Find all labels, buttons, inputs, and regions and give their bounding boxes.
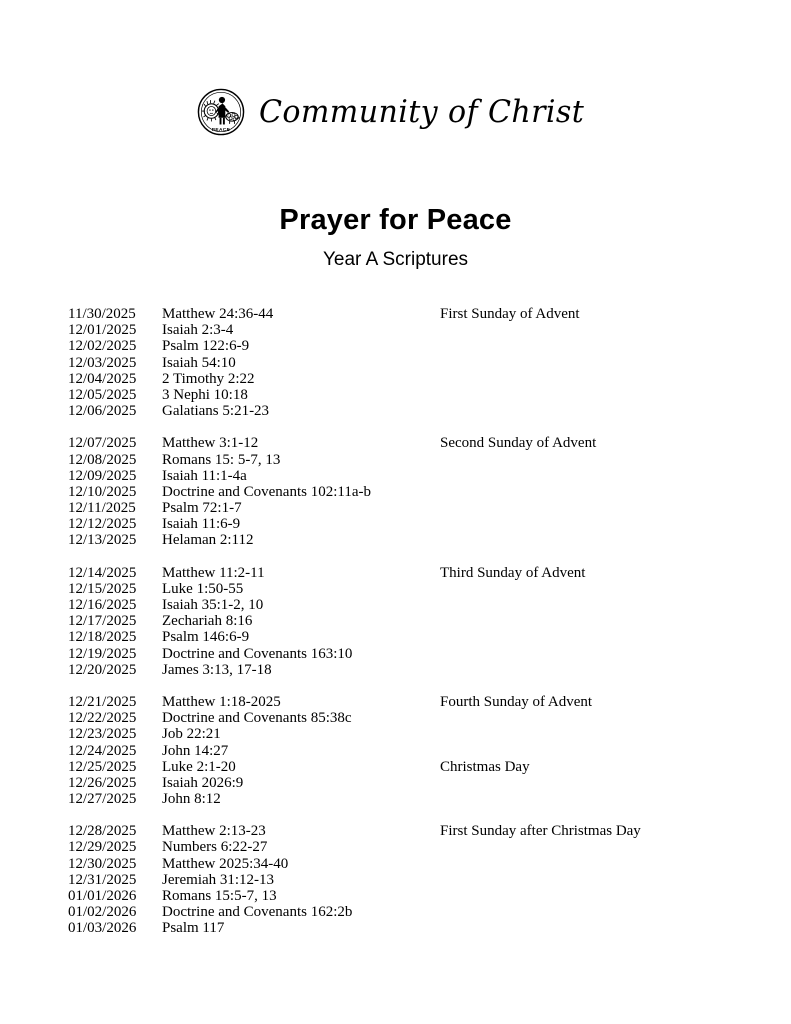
row-scripture: Job 22:21 — [162, 726, 221, 743]
row-scripture: Isaiah 35:1-2, 10 — [162, 597, 264, 613]
schedule-row — [68, 823, 728, 839]
row-date: 12/25/2025 — [68, 758, 137, 775]
row-date: 12/14/2025 — [68, 564, 137, 581]
row-date: 01/02/2026 — [68, 904, 137, 921]
schedule-row — [68, 452, 728, 468]
row-date: 12/30/2025 — [68, 855, 137, 872]
row-date: 12/19/2025 — [68, 645, 137, 662]
peace-seal-icon — [197, 88, 245, 136]
row-scripture: John 14:27 — [162, 742, 229, 759]
row-date: 12/04/2025 — [68, 370, 137, 387]
schedule-row — [68, 484, 728, 500]
row-scripture: Psalm 122:6-9 — [162, 338, 250, 355]
row-scripture: Isaiah 11:1-4a — [162, 467, 247, 484]
row-scripture: Zechariah 8:16 — [162, 613, 253, 630]
row-scripture: Romans 15: 5-7, 13 — [162, 451, 281, 468]
schedule-row — [68, 532, 728, 548]
row-date: 12/28/2025 — [68, 823, 137, 840]
schedule-row — [68, 468, 728, 484]
schedule-row — [68, 710, 728, 726]
community-of-christ-wordmark: Community of Christ — [258, 93, 585, 130]
row-date: 12/01/2025 — [68, 322, 137, 339]
schedule-group — [68, 823, 728, 936]
row-date: 12/05/2025 — [68, 386, 137, 403]
row-date: 12/02/2025 — [68, 338, 137, 355]
row-scripture: Matthew 1:18-2025 — [162, 693, 281, 710]
row-observance: Fourth Sunday of Advent — [440, 693, 593, 710]
schedule-row — [68, 403, 728, 419]
schedule-row — [68, 888, 728, 904]
row-date: 12/08/2025 — [68, 451, 137, 468]
row-date: 12/23/2025 — [68, 726, 137, 743]
row-scripture: John 8:12 — [162, 791, 221, 808]
row-scripture: 3 Nephi 10:18 — [162, 386, 248, 403]
row-scripture: Matthew 2025:34-40 — [162, 855, 289, 872]
schedule-row — [68, 726, 728, 742]
schedule-row — [68, 694, 728, 710]
schedule-row — [68, 371, 728, 387]
row-date: 01/01/2026 — [68, 888, 137, 904]
row-scripture: Matthew 24:36-44 — [162, 306, 274, 322]
row-scripture: Jeremiah 31:12-13 — [162, 871, 275, 888]
row-scripture: Romans 15:5-7, 13 — [162, 888, 277, 904]
row-date: 12/29/2025 — [68, 839, 137, 856]
row-date: 12/11/2025 — [68, 500, 136, 517]
schedule-row — [68, 629, 728, 645]
schedule-row — [68, 435, 728, 451]
row-scripture: Isaiah 2:3-4 — [162, 322, 234, 339]
schedule-row — [68, 904, 728, 920]
row-observance: Third Sunday of Advent — [440, 564, 586, 581]
schedule-row — [68, 791, 728, 807]
schedule-row — [68, 565, 728, 581]
row-date: 11/30/2025 — [68, 306, 136, 322]
row-date: 12/09/2025 — [68, 467, 137, 484]
row-date: 12/17/2025 — [68, 613, 137, 630]
row-date: 12/16/2025 — [68, 597, 137, 613]
row-date: 12/22/2025 — [68, 710, 137, 727]
row-scripture: Luke 1:50-55 — [162, 580, 244, 597]
row-date: 12/31/2025 — [68, 871, 137, 888]
row-scripture: Doctrine and Covenants 85:38c — [162, 710, 352, 727]
row-date: 12/18/2025 — [68, 629, 137, 646]
schedule-row — [68, 839, 728, 855]
row-observance: Christmas Day — [440, 758, 530, 775]
schedule-row — [68, 775, 728, 791]
seal-caption-text: PEACE — [211, 128, 231, 134]
row-scripture: James 3:13, 17-18 — [162, 661, 272, 678]
row-scripture: Luke 2:1-20 — [162, 758, 236, 775]
scripture-schedule — [68, 306, 728, 937]
row-observance: First Sunday of Advent — [440, 306, 580, 322]
schedule-row — [68, 646, 728, 662]
schedule-row — [68, 856, 728, 872]
row-date: 12/15/2025 — [68, 580, 137, 597]
schedule-row — [68, 759, 728, 775]
row-date: 12/24/2025 — [68, 742, 137, 759]
schedule-row — [68, 743, 728, 759]
row-scripture: Doctrine and Covenants 102:11a-b — [162, 483, 371, 500]
row-date: 12/21/2025 — [68, 693, 137, 710]
schedule-group — [68, 306, 728, 419]
row-date: 12/10/2025 — [68, 483, 137, 500]
schedule-row — [68, 500, 728, 516]
row-date: 12/12/2025 — [68, 516, 137, 533]
row-observance: First Sunday after Christmas Day — [440, 823, 641, 840]
row-scripture: Isaiah 2026:9 — [162, 774, 244, 791]
schedule-group — [68, 435, 728, 548]
row-scripture: Matthew 2:13-23 — [162, 823, 266, 840]
masthead — [0, 88, 791, 136]
page-subtitle: Year A Scriptures — [322, 248, 469, 270]
row-scripture: Matthew 11:2-11 — [162, 564, 265, 581]
schedule-row — [68, 597, 728, 613]
row-scripture: Numbers 6:22-27 — [162, 839, 268, 856]
schedule-row — [68, 387, 728, 403]
row-scripture: 2 Timothy 2:22 — [162, 370, 255, 387]
schedule-row — [68, 322, 728, 338]
row-observance: Second Sunday of Advent — [440, 435, 597, 452]
row-scripture: Galatians 5:21-23 — [162, 403, 270, 420]
schedule-row — [68, 581, 728, 597]
row-date: 12/06/2025 — [68, 403, 137, 420]
schedule-row — [68, 306, 728, 322]
row-scripture: Isaiah 54:10 — [162, 354, 236, 371]
row-date: 12/13/2025 — [68, 532, 137, 549]
row-date: 12/26/2025 — [68, 774, 137, 791]
row-scripture: Matthew 3:1-12 — [162, 435, 259, 452]
schedule-row — [68, 662, 728, 678]
schedule-row — [68, 338, 728, 354]
row-date: 12/20/2025 — [68, 661, 137, 678]
schedule-group — [68, 694, 728, 807]
row-scripture: Psalm 117 — [162, 920, 225, 937]
schedule-row — [68, 613, 728, 629]
row-scripture: Psalm 72:1-7 — [162, 500, 242, 517]
row-date: 12/07/2025 — [68, 435, 137, 452]
schedule-row — [68, 516, 728, 532]
page-title: Prayer for Peace — [279, 204, 512, 237]
schedule-row — [68, 355, 728, 371]
row-scripture: Psalm 146:6-9 — [162, 629, 250, 646]
row-scripture: Isaiah 11:6-9 — [162, 516, 241, 533]
row-scripture: Doctrine and Covenants 162:2b — [162, 904, 353, 921]
row-scripture: Doctrine and Covenants 163:10 — [162, 645, 353, 662]
schedule-row — [68, 920, 728, 936]
row-date: 12/03/2025 — [68, 354, 137, 371]
row-date: 01/03/2026 — [68, 920, 137, 937]
schedule-group — [68, 565, 728, 678]
row-date: 12/27/2025 — [68, 791, 137, 808]
row-scripture: Helaman 2:112 — [162, 532, 254, 549]
schedule-row — [68, 872, 728, 888]
